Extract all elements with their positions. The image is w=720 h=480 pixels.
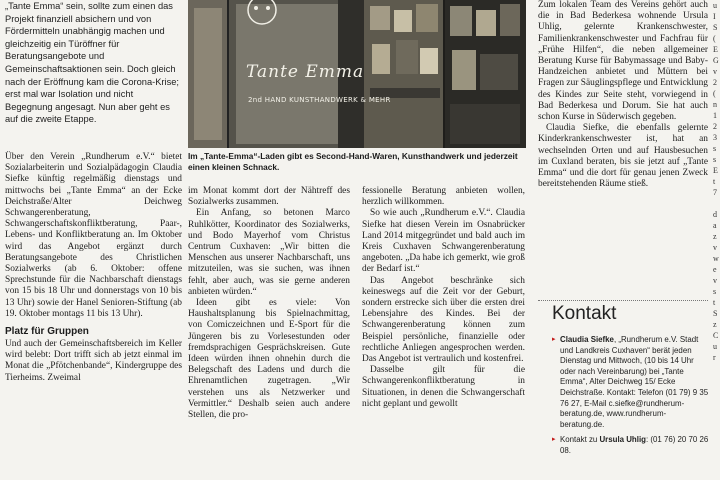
kontakt-name-uhlig: Ursula Uhlig [599,435,646,445]
intro-paragraph: „Tante Emma“ sein, sollte zum einen das Projekt finanziell absichern und von Fördermitteln unabhängig machen und gleichzeitig ein Türöffner für Beratungsangebote und Gemeinschaftsaktionen sein. Doch gleich nach der Eröffnung kam die Corona-Krise; erst mal war Isolation und nicht Begegnung angesagt. Nun aber geht es auf die zweite Etappe. [5,1,179,125]
article-column-2 [188,186,350,480]
edge-letter: n [713,100,717,109]
edge-letter: I [713,12,716,21]
edge-letter: v [713,67,717,76]
kontakt-text-uhlig: : (01 76) 20 70 26 08. [560,435,709,455]
edge-letter: s [713,144,717,153]
edge-letter: 7 [713,188,717,197]
edge-letter: s [713,287,717,296]
edge-letter [713,198,720,209]
kontakt-heading: Kontakt [552,303,617,324]
edge-letter: ( [713,89,716,98]
edge-letter: S [713,309,718,318]
edge-letter: z [713,320,717,329]
edge-letter: v [713,276,717,285]
kontakt-item-siefke [552,335,710,430]
kontakt-prefix-uhlig: Kontakt zu [560,435,600,445]
adjacent-article-edge [713,0,720,480]
edge-letter: 1 [713,111,717,120]
edge-letter: ( [713,34,716,43]
shop-sign-text: Tante Emma [246,62,365,82]
edge-letter: e [713,265,717,274]
edge-letter: w [713,254,719,263]
column-3-paragraph-2: So wie auch „Rundherum e.V.“. Claudia Siefke hat diesen Verein im Osnabrücker Land 2014 mitgegründet und bald auch im Kreis Cuxhaven Schwangerenberatung angeboten. „Da habe ich gemerkt, wie groß der Bedarf ist.“ [362,208,525,275]
photo-caption: Im „Tante-Emma“-Laden gibt es Second-Hand-Waren, Kunsthandwerk und jederzeit einen kleinen Schnack. [188,151,518,172]
edge-letter: E [713,166,718,175]
edge-letter: 2 [713,122,717,131]
edge-letter: 2 [713,78,717,87]
column-3-paragraph-3: Das Angebot beschränke sich keineswegs auf die Zeit vor der Geburt, sondern erstrecke sich über die ersten drei Lebensjahre des Kindes. Bei der Schwangerenberatung können zum Beispiel persönliche, finanzielle oder rechtliche Anliegen angesprochen werden. Das Angebot ist vertraulich und kostenfrei. [362,275,525,365]
kontakt-item-uhlig [552,435,710,456]
column-4-paragraph-1: Zum lokalen Team des Vereins gehört auch die in Bad Bederkesa wohnende Ursula Uhlig, gelernte Krankenschwester, Familienkrankenschwester und Fachfrau für „Frühe Hilfen“, die neben allgemeiner Beratung Kurse für Babymassage und Baby-Handzeichen anbietet und Müttern bei Fragen zur Säuglingspflege und Entwicklung des Kindes zur Seite steht, vorwiegend in Bad Bederkesa und Dorum. Sie hat auch schon Kurse in Süderwisch gegeben. [538,0,708,123]
kontakt-text-siefke: , „Rundherum e.V. Stadt und Landkreis Cuxhaven“ berät jeden Dienstag und Mittwoch, (10 bis 14 Uhr oder nach Vereinbarung) bei „Tante Emma“, Alter Deichweg 15/ Ecke Deichstraße. Kontakt: Telefon (01 79) 9 35 76 27, E-Mail c.siefke@rundherum-beratung.de, www.rundherum-beratung.de. [560,335,709,429]
column-2-paragraph-3: Ideen gibt es viele: Von Haushaltsplanung bis Spielnachmittag, von Comiczeichnen und E-Sport für die Jüngeren bis zu Vorlesestunden oder fremdsprachigen Gesprächskreisen. Gute Ideen würden ihnen ohnehin durch die Belegschaft des Ladens und durch die Ehrenamtlichen zugetragen. „Wir verstehen uns als Netzwerker und Vermittler.“ Deshalb seien auch andere Stellen, die pro- [188,298,350,421]
edge-letter: u [713,342,717,351]
edge-letter: C [713,331,719,340]
edge-letter: S [713,23,718,32]
edge-letter: s [713,155,717,164]
shop-photo [188,0,526,148]
edge-letter: t [713,177,716,186]
subheading-platz-fuer-gruppen: Platz für Gruppen [5,326,89,338]
edge-letter: a [713,221,717,230]
edge-letter: t [713,298,716,307]
column-1-paragraph-1: Über den Verein „Rundherum e.V.“ bietet Sozialarbeiterin und Sozialpädagogin Claudia Siefke künftig regelmäßig dienstags und mittwochs bei „Tante Emma“ an der Ecke Deichstraße/Alter Deichweg Schwangerenberatung, Schwangerschaftskonfliktberatung, Paar-, Lebens- und Konfliktberatung an. Im Oktober wird das Angebot ergänzt durch Beratungsangebote des Christlichen Sozialwerks (ab 6. Oktober: offene Sprechstunde für die Nachbarschaft dienstags von 15 bis 18 Uhr und donnerstags von 10 bis 13 Uhr) sowie der Hanel Senioren-Stiftung (ab 19. Oktober montags 11 bis 13 Uhr). [5,152,182,319]
article-column-4 [538,0,708,290]
column-2-paragraph-1: im Monat kommt dort der Nähtreff des Sozialwerks zusammen. [188,186,350,208]
edge-letter: v [713,243,717,252]
kontakt-name-siefke: Claudia Siefke [560,335,614,344]
column-3-paragraph-1: fessionelle Beratung anbieten wollen, herzlich willkommen. [362,186,525,208]
edge-letter: d [713,210,717,219]
kontakt-box [552,335,710,462]
article-column-1 [5,152,182,480]
edge-letter: z [713,232,717,241]
shop-sign-subtext: 2nd HAND KUNSTHANDWERK & MEHR [248,96,391,104]
edge-letter: u [713,1,717,10]
column-1-paragraph-2: Und auch der Gemeinschaftsbereich im Keller wird belebt: Dort trifft sich ab jetzt einmal im Monat die „Pfötchenbande“, Kindergruppe des Tierheims. Zweimal [5,339,182,383]
edge-letter: 3 [713,133,717,142]
edge-letter: G [713,56,719,65]
kontakt-divider [538,300,708,301]
column-3-paragraph-4: Dasselbe gilt für die Schwangerenkonfliktberatung in Situationen, in denen die Schwangerschaft nicht geplant und gewollt [362,365,525,409]
column-2-paragraph-2: Ein Anfang, so betonen Marco Ruhlkötter, Koordinator des Sozialwerks, und Bodo Mayerhof vom Christus Centrum Cuxhaven: „Wir bitten die Menschen aus unserer Nachbarschaft, uns mitzuteilen, was sie suchen, was ihnen fehlt, aber auch, was sie gerne anderen anbieten würden.“ [188,208,350,297]
edge-letter: r [713,353,716,362]
edge-letter: E [713,45,718,54]
article-column-3 [362,186,525,480]
column-4-paragraph-2: Claudia Siefke, die ebenfalls gelernte Kinderkrankenschwester ist, hat an wechselnden Orten und auf Hausbesuchen im Cuxland beraten, bis sie jetzt auf „Tante Emma“ und die dort für genau jenen Zweck bereitstehenden Räume stieß. [538,123,708,190]
